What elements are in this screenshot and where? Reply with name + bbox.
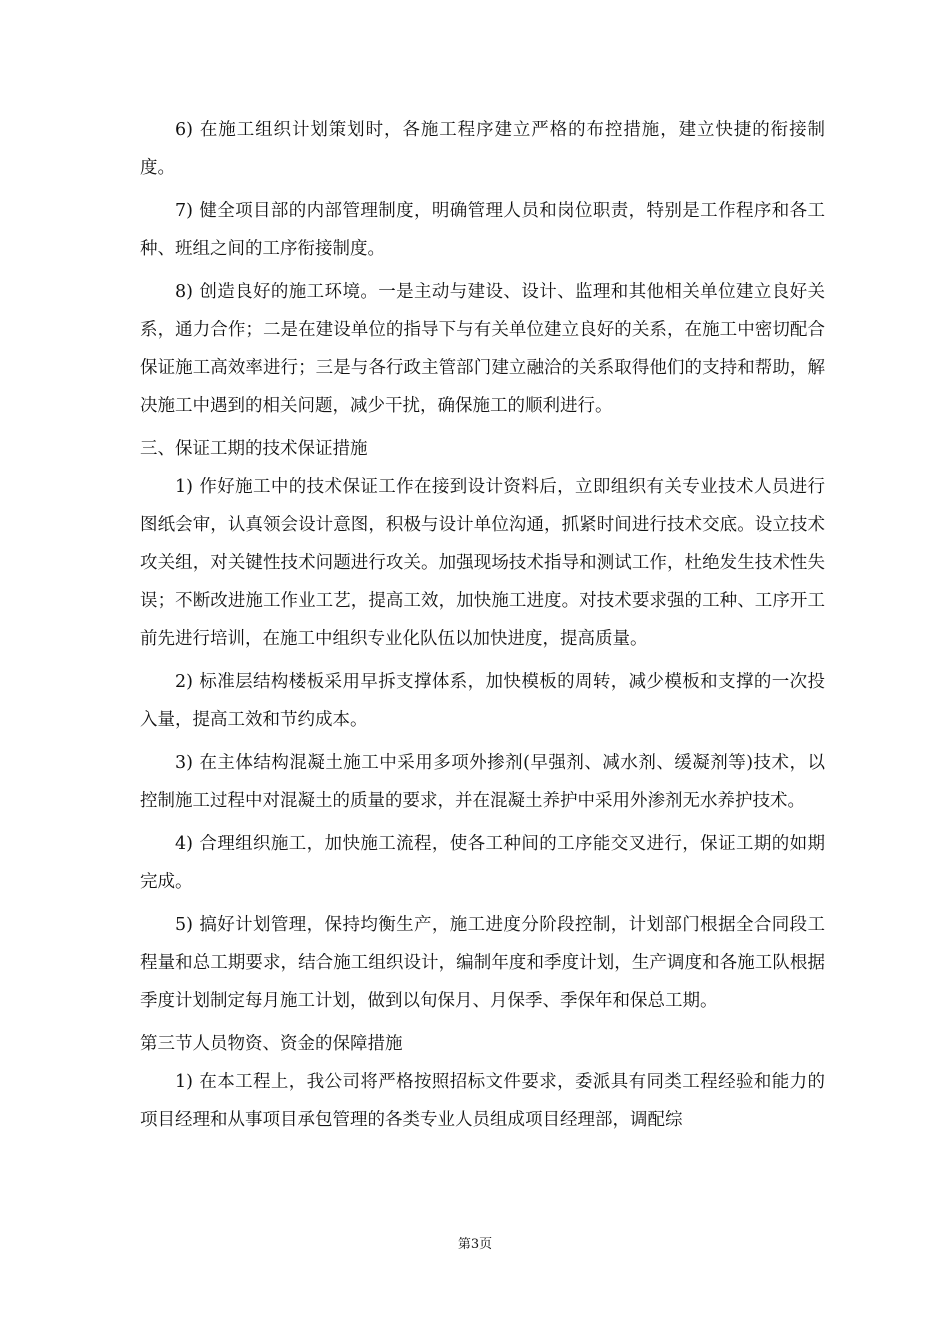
paragraph-7 — [140, 192, 825, 268]
paragraph-text: 合理组织施工，加快施工流程，使各工种间的工序能交叉进行，保证工期的如期完成。 — [140, 834, 825, 892]
body-text — [140, 111, 825, 1139]
paragraph-1-personnel — [140, 1063, 825, 1139]
paragraph-text: 在本工程上，我公司将严格按照招标文件要求，委派具有同类工程经验和能力的项目经理和从事项目承包管理的各类专业人员组成项目经理部，调配综 — [140, 1072, 825, 1130]
item-number: 4) — [175, 834, 193, 854]
paragraph-2 — [140, 663, 825, 739]
paragraph-text: 标准层结构楼板采用早拆支撑体系，加快模板的周转，减少模板和支撑的一次投入量，提高工效和节约成本。 — [140, 672, 825, 730]
paragraph-text: 在主体结构混凝土施工中采用多项外掺剂(早强剂、减水剂、缓凝剂等)技术，以控制施工过程中对混凝土的质量的要求，并在混凝土养护中采用外渗剂无水养护技术。 — [140, 753, 825, 811]
item-number: 6) — [175, 120, 193, 140]
item-number: 3) — [175, 753, 193, 773]
paragraph-text: 在施工组织计划策划时，各施工程序建立严格的布控措施，建立快捷的衔接制度。 — [140, 120, 825, 178]
paragraph-text: 健全项目部的内部管理制度，明确管理人员和岗位职责，特别是工作程序和各工种、班组之间的工序衔接制度。 — [140, 201, 825, 259]
paragraph-text: 搞好计划管理，保持均衡生产，施工进度分阶段控制，计划部门根据全合同段工程量和总工期要求，结合施工组织设计，编制年度和季度计划，生产调度和各施工队根据季度计划制定每月施工计划，做到以旬保月、月保季、季保年和保总工期。 — [140, 915, 825, 1011]
paragraph-text: 作好施工中的技术保证工作在接到设计资料后，立即组织有关专业技术人员进行图纸会审，认真领会设计意图，积极与设计单位沟通，抓紧时间进行技术交底。设立技术攻关组，对关键性技术问题进行攻关。加强现场技术指导和测试工作，杜绝发生技术性失误；不断改进施工作业工艺，提高工效，加快施工进度。对技术要求强的工种、工序开工前先进行培训，在施工中组织专业化队伍以加快进度，提高质量。 — [140, 477, 825, 649]
paragraph-4 — [140, 825, 825, 901]
paragraph-text: 创造良好的施工环境。一是主动与建设、设计、监理和其他相关单位建立良好关系，通力合作；二是在建设单位的指导下与有关单位建立良好的关系，在施工中密切配合保证施工高效率进行；三是与各行政主管部门建立融洽的关系取得他们的支持和帮助，解决施工中遇到的相关问题，减少干扰，确保施工的顺利进行。 — [140, 282, 825, 416]
section-heading: 第三节人员物资、资金的保障措施 — [140, 1034, 403, 1054]
item-number: 8) — [175, 282, 193, 302]
page-number: 第3页 — [457, 1237, 493, 1252]
item-number: 1) — [175, 1072, 193, 1092]
item-number: 2) — [175, 672, 193, 692]
item-number: 1) — [175, 477, 193, 497]
paragraph-1 — [140, 468, 825, 658]
item-number: 7) — [175, 201, 193, 221]
item-number: 5) — [175, 915, 193, 935]
section-heading: 三、保证工期的技术保证措施 — [140, 439, 368, 459]
paragraph-8 — [140, 273, 825, 425]
paragraph-6 — [140, 111, 825, 187]
paragraph-3 — [140, 744, 825, 820]
paragraph-5 — [140, 906, 825, 1020]
